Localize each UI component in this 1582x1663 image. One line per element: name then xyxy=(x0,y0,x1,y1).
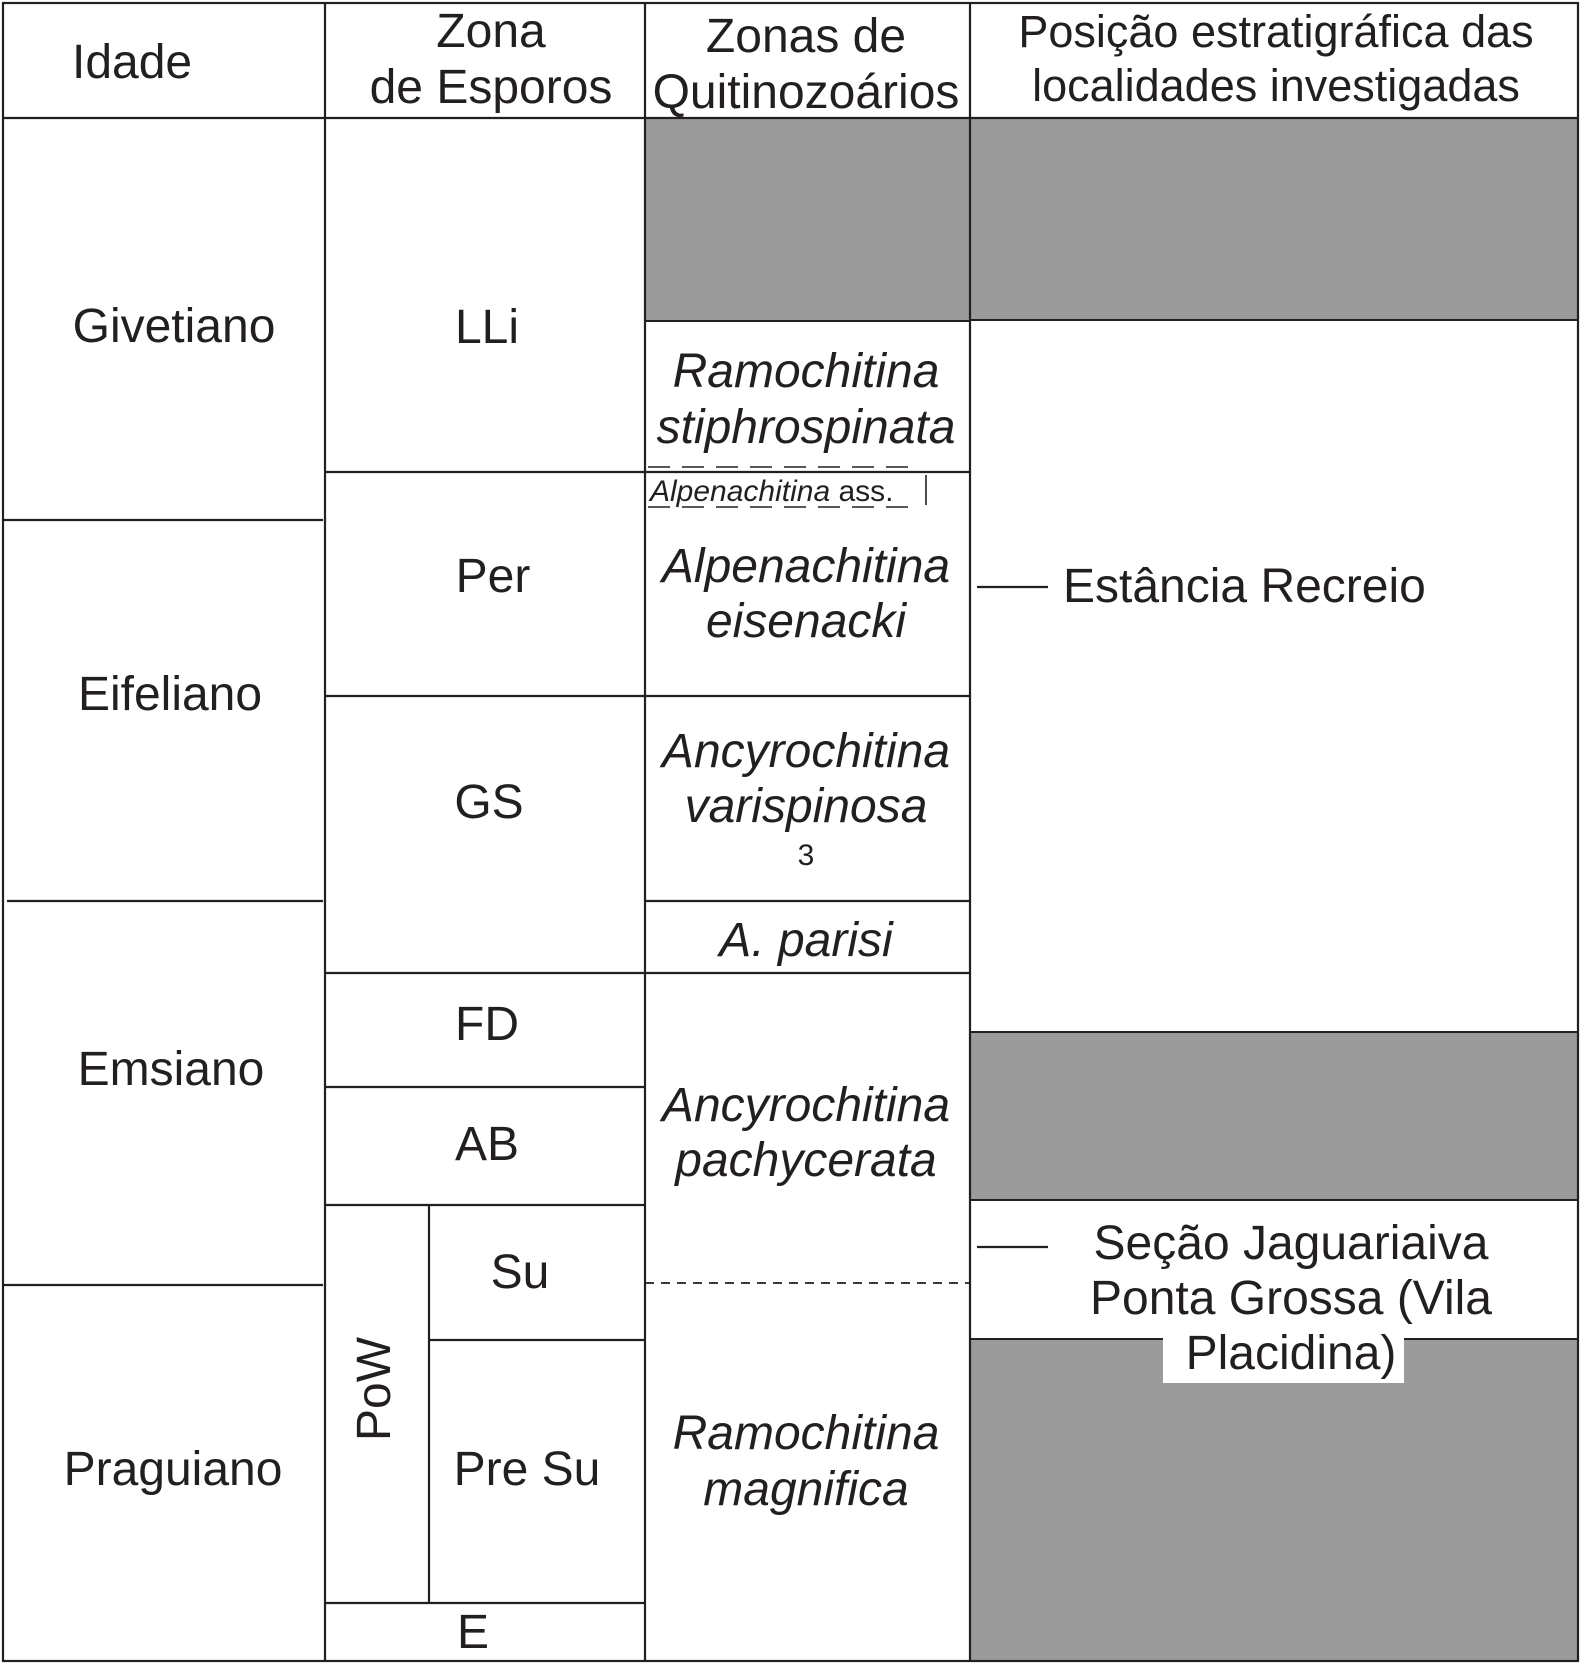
header-quitino-line1: Zonas de xyxy=(705,10,907,63)
chitino-stiphrospinata-species: stiphrospinata xyxy=(656,401,956,454)
locality-gap-middle xyxy=(970,1032,1578,1200)
spore-zone-fd: FD xyxy=(455,998,519,1051)
age-praguiano: Praguiano xyxy=(63,1443,283,1496)
header-posicao-line1: Posição estratigráfica das xyxy=(1018,6,1534,57)
spore-zone-per: Per xyxy=(455,550,531,603)
chitino-eisenacki-species: eisenacki xyxy=(705,595,907,648)
chitino-pachycerata-species: pachycerata xyxy=(675,1134,937,1187)
chitino-magnifica-species: magnifica xyxy=(703,1463,909,1516)
chitino-stiphrospinata-genus: Ramochitina xyxy=(672,345,940,398)
spore-zone-su: Su xyxy=(490,1246,550,1299)
chitino-parisi: A. parisi xyxy=(719,914,893,967)
header-quitino-line2: Quitinozoários xyxy=(652,66,960,119)
chitino-eisenacki-genus: Alpenachitina xyxy=(661,540,951,593)
header-esporos-line2: de Esporos xyxy=(369,61,613,114)
age-givetiano: Givetiano xyxy=(72,300,276,353)
locality-estancia-recreio: Estância Recreio xyxy=(1063,560,1426,613)
spore-zone-pow: PoW xyxy=(348,1336,401,1442)
chitino-pachycerata-genus: Ancyrochitina xyxy=(661,1079,951,1132)
spore-zone-pre-su: Pre Su xyxy=(453,1443,601,1496)
chitinozoan-gap-top xyxy=(645,118,970,321)
chitino-varispinosa-species: varispinosa xyxy=(684,780,928,833)
chitino-varispinosa-genus: Ancyrochitina xyxy=(661,725,951,778)
spore-zone-gs: GS xyxy=(454,776,524,829)
age-eifeliano: Eifeliano xyxy=(77,668,263,721)
locality-secao-line3: Placidina) xyxy=(1185,1327,1397,1380)
header-idade: Idade xyxy=(72,36,193,89)
locality-gap-top xyxy=(970,118,1578,320)
header-posicao-line2: localidades investigadas xyxy=(1032,60,1520,111)
chitino-alpena-ass: Alpenachitina ass. xyxy=(650,475,894,508)
header-esporos-line1: Zona xyxy=(436,5,546,58)
locality-secao-line2: Ponta Grossa (Vila xyxy=(1090,1272,1492,1325)
locality-secao-line1: Seção Jaguariaiva xyxy=(1093,1217,1489,1270)
spore-zone-ab: AB xyxy=(454,1118,520,1171)
locality-gap-bottom xyxy=(970,1339,1578,1661)
chitino-magnifica-genus: Ramochitina xyxy=(672,1407,940,1460)
age-emsiano: Emsiano xyxy=(77,1043,265,1096)
chitino-varispinosa-note: 3 xyxy=(797,839,815,872)
spore-zone-lli: LLi xyxy=(454,301,520,354)
spore-zone-e: E xyxy=(456,1606,490,1659)
